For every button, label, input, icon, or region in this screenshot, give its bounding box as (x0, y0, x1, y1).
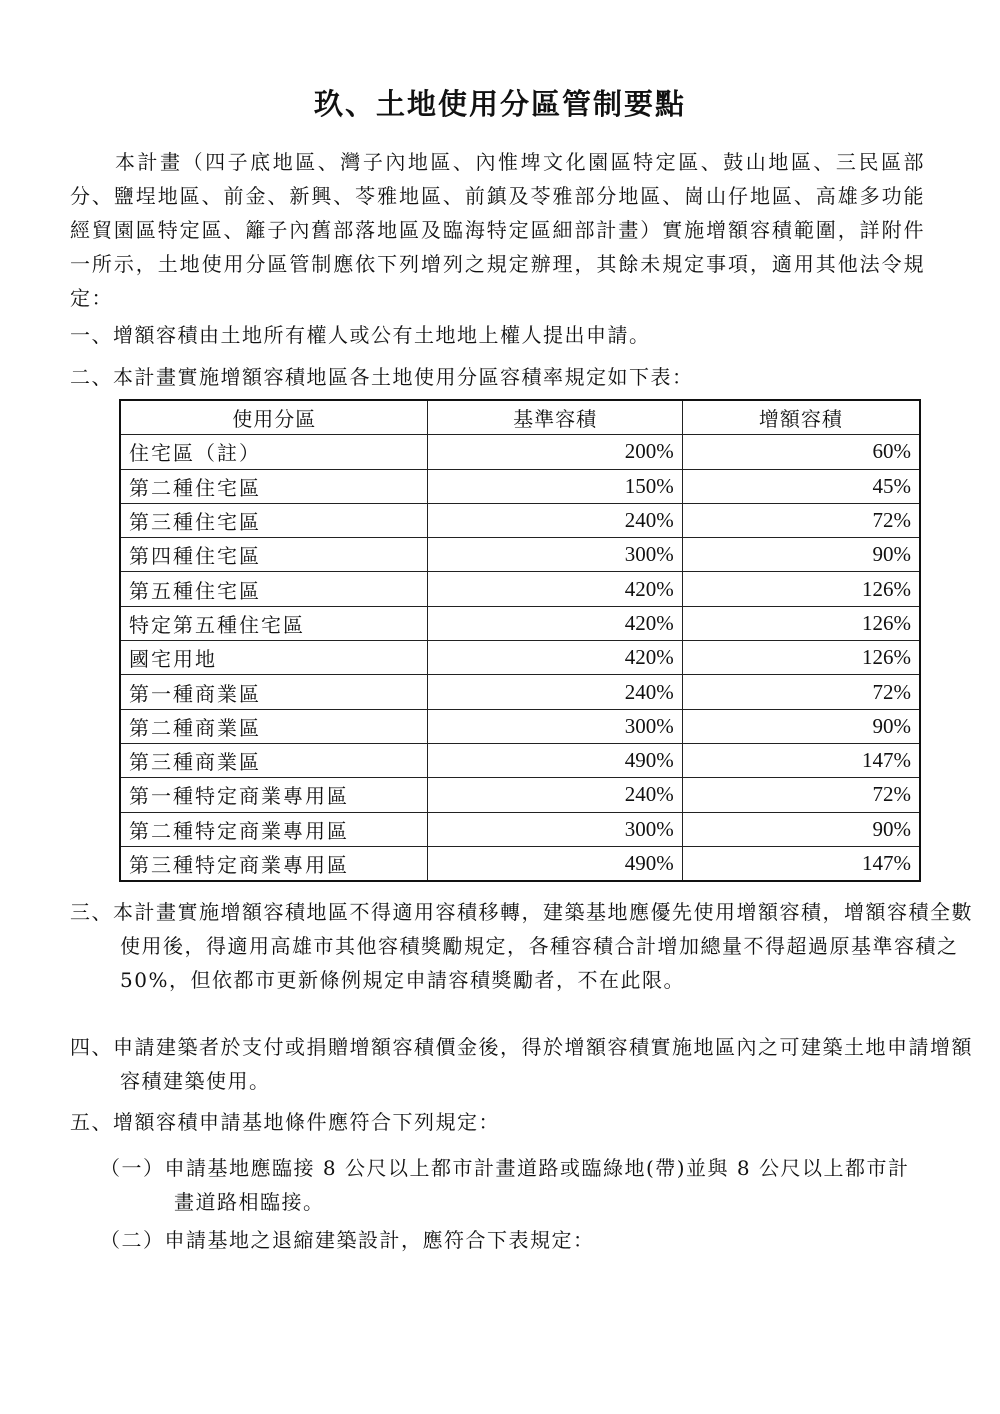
base-far-cell: 420% (428, 606, 682, 640)
bonus-far-cell: 72% (682, 675, 920, 709)
header-zone: 使用分區 (120, 400, 428, 435)
page-title: 玖、土地使用分區管制要點 (313, 87, 686, 121)
table-row (120, 709, 920, 743)
base-far-cell: 490% (428, 743, 682, 777)
bonus-far-cell: 126% (682, 572, 920, 606)
table-row (120, 503, 920, 537)
item-4: 四、申請建築者於支付或捐贈增額容積價金後，得於增額容積實施地區內之可建築土地申請增額容積建築使用。 (70, 1035, 973, 1093)
intro-paragraph: 本計畫（四子底地區、灣子內地區、內惟埤文化園區特定區、鼓山地區、三民區部分、鹽埕地區、前金、新興、苓雅地區、前鎮及苓雅部分地區、崗山仔地區、高雄多功能經貿園區特定區、籬子內舊部落地區及臨海特定區細部計畫）實施增額容積範圍，詳附件一所示，土地使用分區管制應依下列增列之規定辦理，其餘未規定事項，適用其他法令規定： (70, 150, 925, 310)
table-row (120, 606, 920, 640)
base-far-cell: 300% (428, 538, 682, 572)
base-far-cell: 420% (428, 572, 682, 606)
bonus-far-cell: 90% (682, 709, 920, 743)
table-row (120, 572, 920, 606)
table-row (120, 675, 920, 709)
table-row (120, 743, 920, 777)
item-1: 一、增額容積由土地所有權人或公有土地地上權人提出申請。 (70, 323, 651, 347)
zone-cell: 第三種住宅區 (120, 503, 428, 537)
table-row (120, 812, 920, 846)
table-row (120, 778, 920, 812)
table-row (120, 469, 920, 503)
zone-cell: 第四種住宅區 (120, 538, 428, 572)
table-header-row (120, 400, 920, 435)
bonus-far-cell: 147% (682, 846, 920, 881)
zone-cell: 第三種特定商業專用區 (120, 846, 428, 881)
item-5: 五、增額容積申請基地條件應符合下列規定： (70, 1110, 500, 1134)
zone-cell: 第一種商業區 (120, 675, 428, 709)
zone-cell: 第二種特定商業專用區 (120, 812, 428, 846)
base-far-cell: 420% (428, 641, 682, 675)
table-row (120, 538, 920, 572)
zone-cell: 第五種住宅區 (120, 572, 428, 606)
header-bonus-far: 增額容積 (682, 400, 920, 435)
zone-cell: 特定第五種住宅區 (120, 606, 428, 640)
zone-cell: 第一種特定商業專用區 (120, 778, 428, 812)
bonus-far-cell: 126% (682, 641, 920, 675)
bonus-far-cell: 90% (682, 538, 920, 572)
zone-cell: 第三種商業區 (120, 743, 428, 777)
table-row (120, 641, 920, 675)
base-far-cell: 300% (428, 709, 682, 743)
table-row (120, 435, 920, 469)
far-table (119, 399, 921, 882)
bonus-far-cell: 90% (682, 812, 920, 846)
table-row (120, 846, 920, 881)
subitem-2: （二）申請基地之退縮建築設計，應符合下表規定： (100, 1228, 595, 1252)
item-2: 二、本計畫實施增額容積地區各土地使用分區容積率規定如下表： (70, 365, 694, 389)
bonus-far-cell: 126% (682, 606, 920, 640)
bonus-far-cell: 60% (682, 435, 920, 469)
base-far-cell: 240% (428, 675, 682, 709)
subitem-1: （一）申請基地應臨接 8 公尺以上都市計畫道路或臨綠地(帶)並與 8 公尺以上都市計畫道路相臨接。 (100, 1156, 910, 1214)
zone-cell: 第二種商業區 (120, 709, 428, 743)
base-far-cell: 150% (428, 469, 682, 503)
base-far-cell: 490% (428, 846, 682, 881)
bonus-far-cell: 72% (682, 778, 920, 812)
header-base-far: 基準容積 (428, 400, 682, 435)
bonus-far-cell: 72% (682, 503, 920, 537)
zone-cell: 住宅區（註） (120, 435, 428, 469)
base-far-cell: 300% (428, 812, 682, 846)
bonus-far-cell: 45% (682, 469, 920, 503)
bonus-far-cell: 147% (682, 743, 920, 777)
zone-cell: 第二種住宅區 (120, 469, 428, 503)
base-far-cell: 200% (428, 435, 682, 469)
item-3: 三、本計畫實施增額容積地區不得適用容積移轉，建築基地應優先使用增額容積，增額容積全數使用後，得適用高雄市其他容積獎勵規定，各種容積合計增加總量不得超過原基準容積之 50%，但依都市更新條例規定申請容積獎勵者，不在此限。 (70, 900, 973, 992)
zone-cell: 國宅用地 (120, 641, 428, 675)
base-far-cell: 240% (428, 778, 682, 812)
base-far-cell: 240% (428, 503, 682, 537)
